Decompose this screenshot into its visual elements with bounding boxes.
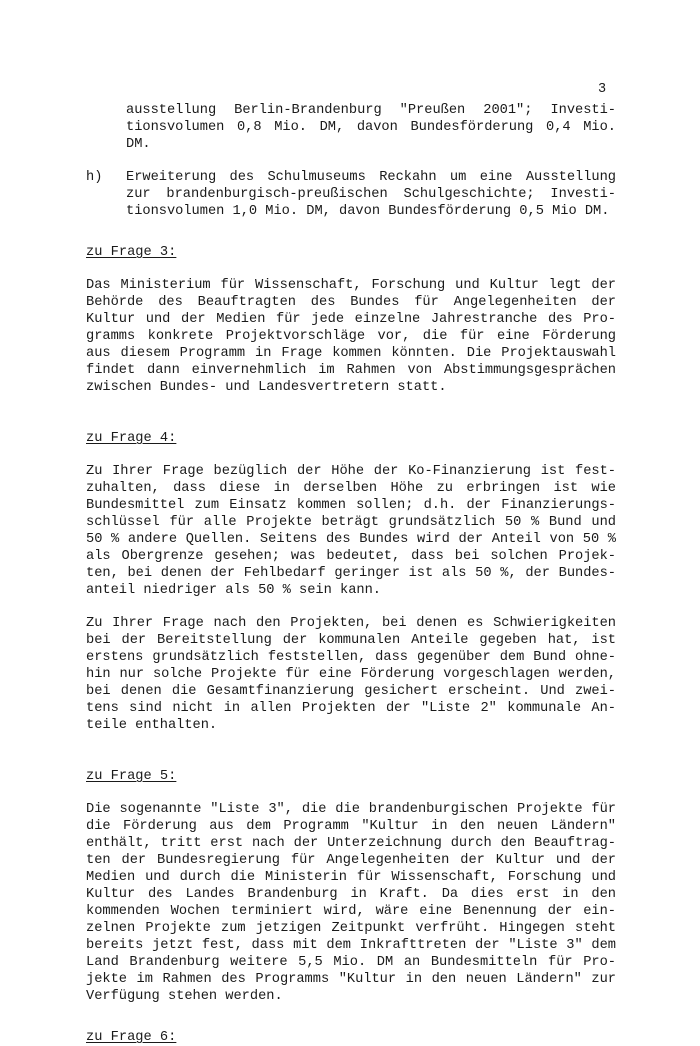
text-line: tens sind nicht in allen Projekten der "Liste 2" kommunale An- xyxy=(86,701,616,716)
text-line: teile enthalten. xyxy=(86,718,218,733)
text-line: bereits jetzt fest, dass mit dem Inkrafttreten der "Liste 3" dem xyxy=(86,938,616,953)
text-line: Kultur und der Medien für jede einzelne Jahrestranche des Pro- xyxy=(86,312,616,327)
text-line: aus diesem Programm in Frage kommen könnten. Die Projektauswahl xyxy=(86,346,616,361)
text-line: 50 % andere Quellen. Seitens des Bundes wird der Anteil von 50 % xyxy=(86,532,616,547)
text-line: Land Brandenburg weitere 5,5 Mio. DM an Bundesmitteln für Pro- xyxy=(86,955,616,970)
text-line: die Förderung aus dem Programm "Kultur in den neuen Ländern" xyxy=(86,819,616,834)
text-line: tionsvolumen 0,8 Mio. DM, davon Bundesförderung 0,4 Mio. xyxy=(126,120,616,135)
text-line: zur brandenburgisch-preußischen Schulgeschichte; Investi- xyxy=(126,187,616,202)
section-heading: zu Frage 4: xyxy=(86,431,177,446)
text-line: ten der Bundesregierung für Angelegenheiten der Kultur und der xyxy=(86,853,616,868)
text-line: anteil niedriger als 50 % sein kann. xyxy=(86,583,381,598)
text-line: DM. xyxy=(126,137,151,152)
section-frage-6 xyxy=(86,1027,616,1046)
text-line: zuhalten, dass diese in derselben Höhe zu erbringen ist wie xyxy=(86,481,616,496)
list-item-h xyxy=(86,169,616,220)
text-line: Bundesmittel zum Einsatz kommen sollen; d.h. der Finanzierungs- xyxy=(86,498,616,513)
text-line: ten, bei denen der Fehlbedarf geringer ist als 50 %, der Bundes- xyxy=(86,566,616,581)
section-heading: zu Frage 6: xyxy=(86,1030,177,1045)
section-frage-3 xyxy=(86,242,616,396)
section-heading: zu Frage 3: xyxy=(86,245,177,260)
text-line: Medien und durch die Ministerin für Wissenschaft, Forschung und xyxy=(86,870,616,885)
page-number: 3 xyxy=(598,82,607,97)
text-line: gramms konkrete Projektvorschläge vor, die für eine Förderung xyxy=(86,329,616,344)
document-body xyxy=(86,102,616,1046)
text-line: erstens grundsätzlich feststellen, dass gegenüber dem Bund ohne- xyxy=(86,650,616,665)
text-line: zwischen Bundes- und Landesvertretern statt. xyxy=(86,380,447,395)
text-line: kommenden Wochen terminiert wird, wäre eine Benennung der ein- xyxy=(86,904,616,919)
text-line: findet dann einvernehmlich im Rahmen von Abstimmungsgesprächen xyxy=(86,363,616,378)
text-line: ausstellung Berlin-Brandenburg "Preußen 2001"; Investi- xyxy=(126,103,616,118)
item-label: h) xyxy=(86,170,103,185)
text-line: bei der Bereitstellung der kommunalen Anteile gegeben hat, ist xyxy=(86,633,616,648)
text-line: zelnen Projekte zum jetzigen Zeitpunkt verfrüht. Hingegen steht xyxy=(86,921,616,936)
section-frage-5 xyxy=(86,766,616,1005)
text-line: enthält, tritt erst nach der Unterzeichnung durch den Beauftrag- xyxy=(86,836,616,851)
section-frage-4 xyxy=(86,428,616,734)
continuation-block xyxy=(86,102,616,153)
text-line: Erweiterung des Schulmuseums Reckahn um eine Ausstellung xyxy=(126,170,616,185)
text-line: jekte im Rahmen des Programms "Kultur in den neuen Ländern" zur xyxy=(86,972,616,987)
text-line: als Obergrenze gesehen; was bedeutet, dass bei solchen Projek- xyxy=(86,549,616,564)
section-heading: zu Frage 5: xyxy=(86,769,177,784)
text-line: Die sogenannte "Liste 3", die die brandenburgischen Projekte für xyxy=(86,802,616,817)
text-line: Zu Ihrer Frage nach den Projekten, bei denen es Schwierigkeiten xyxy=(86,616,616,631)
text-line: bei denen die Gesamtfinanzierung gesichert erscheint. Und zwei- xyxy=(86,684,616,699)
text-line: Verfügung stehen werden. xyxy=(86,989,283,1004)
text-line: Kultur des Landes Brandenburg in Kraft. Da dies erst in den xyxy=(86,887,616,902)
text-line: hin nur solche Projekte für eine Förderung vorgeschlagen werden, xyxy=(86,667,616,682)
text-line: Zu Ihrer Frage bezüglich der Höhe der Ko-Finanzierung ist fest- xyxy=(86,464,616,479)
text-line: schlüssel für alle Projekte beträgt grundsätzlich 50 % Bund und xyxy=(86,515,616,530)
text-line: Behörde des Beauftragten des Bundes für Angelegenheiten der xyxy=(86,295,616,310)
text-line: Das Ministerium für Wissenschaft, Forschung und Kultur legt der xyxy=(86,278,616,293)
text-line: tionsvolumen 1,0 Mio. DM, davon Bundesförderung 0,5 Mio DM. xyxy=(126,204,610,219)
